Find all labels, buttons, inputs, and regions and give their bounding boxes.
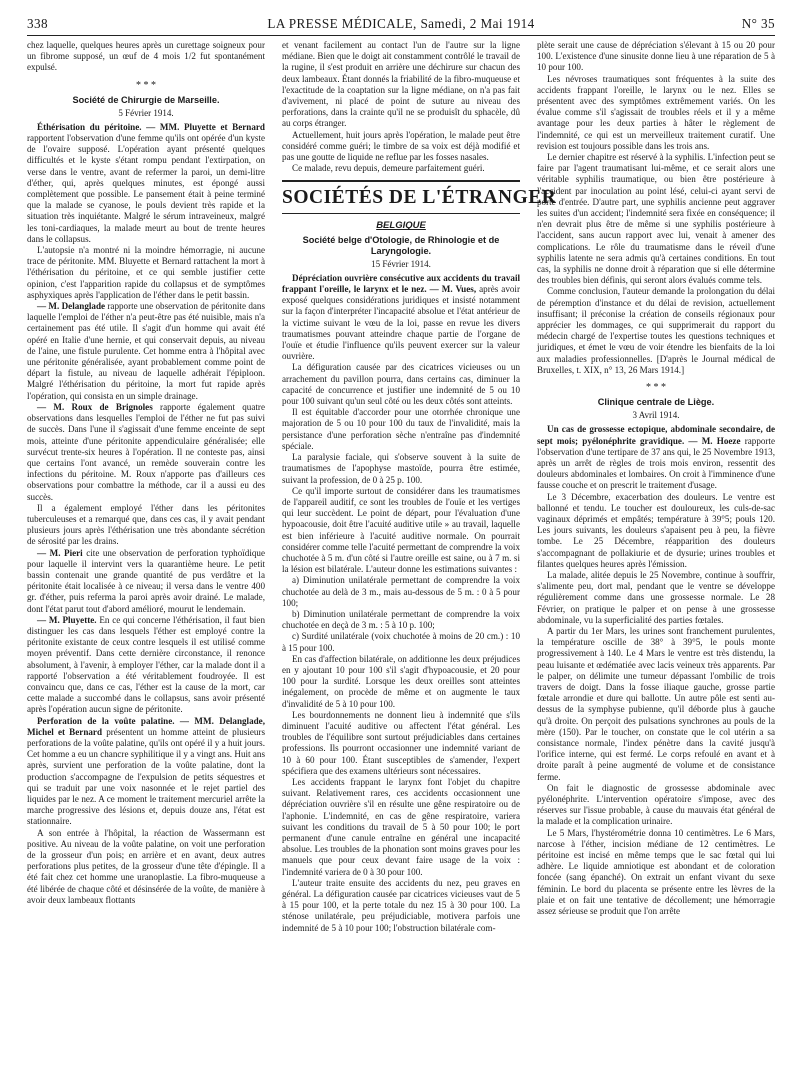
- society-heading: Société belge d'Otologie, de Rhinologie et de Laryngologie.: [302, 234, 500, 256]
- paragraph: Dépréciation ouvrière consécutive aux accidents du travail frappant l'oreille, le larynx et le nez. — M. Vues, après avoir exposé quelques considérations juridiques et insisté notamment sur la façon d'interpréter l'incapacité absolue et l'état antérieur de la victime suivant le vœu de la loi, passe en revue les divers traumatismes pouvant atteindre chaque partie de l'organe de l'ouïe et étudie l'influence qu'ils peuvent exercer sur la valeur ouvrière.: [282, 272, 520, 362]
- paragraph: Actuellement, huit jours après l'opération, le malade peut être considéré comme guéri; le timbre de sa voix est déjà modifié et pas une goutte de liquide ne reflue par les fosses nasales.: [282, 129, 520, 163]
- list-item: c) Surdité unilatérale (voix chuchotée à moins de 20 cm.) : 10 à 15 pour 100.: [282, 631, 520, 653]
- paragraph: Il est équitable d'accorder pour une otorrhée chronique une majoration de 5 ou 10 pour 100 du taux de l'invalidité, mais la persistance d'une perforation sèche n'entraîne pas d'indemnité spéciale.: [282, 407, 520, 451]
- column-3: [537, 40, 775, 1076]
- page-number: 338: [27, 16, 48, 31]
- paragraph: La défiguration causée par des cicatrices vicieuses ou un arrachement du pavillon pourra, dans certains cas, diminuer la capacité de concurrence et justifier une indemnité de 5 ou 10 pour 100 suivant qu'un seul côté ou les deux côtés sont atteints.: [282, 362, 520, 407]
- paragraph: La paralysie faciale, qui s'observe souvent à la suite de traumatismes de l'apophyse mastoïde, pourra être estimée, suivant la profession, de 0 à 25 p. 100.: [282, 452, 520, 485]
- paragraph: chez laquelle, quelques heures après un curettage soigneux pour un fibrome supposé, un œuf de 4 mois 1/2 fut spontanément expulsé.: [27, 40, 265, 73]
- paragraph: La malade, alitée depuis le 25 Novembre, continue à souffrir, s'alimente peu, dort mal, pendant que le ventre se développe régulièrement comme dans une grossesse normale. Le 28 Février, on pratique le palper et on pense à une grossesse abdominale, vu la superficialité des parties fœtales.: [537, 569, 775, 625]
- paragraph: L'autopsie n'a montré ni la moindre hémorragie, ni aucune trace de péritonite. MM. Bluyette et Bernard rattachent la mort à l'éthérisation du péritoine, et ce qui semble justifier cette opinion, c'est l'apparition rapide du collapsus et de symptômes asphyxiques après l'application de l'éther dans le petit bassin.: [27, 245, 265, 300]
- journal-title: LA PRESSE MÉDICALE, Samedi, 2 Mai 1914: [267, 16, 535, 31]
- paragraph: et venant facilement au contact l'un de l'autre sur la ligne médiane. Bien que le doigt ait constamment contrôlé le travail de la rugine, il s'est produit en arrière une déchirure sur chacun des deux lambeaux. Étant donnés la friabilité de la fibro-muqueuse et l'exactitude de la coaptation sur la ligne médiane, on n'a pas fait d'avivement, ni placé de point de suture au niveau des perforations, dans la crainte qu'il ne se produisît du sphacèle, dû au corps étranger.: [282, 40, 520, 129]
- paragraph: Éthérisation du péritoine. — MM. Pluyette et Bernard rapportent l'observation d'une femme qu'ils ont opérée d'un kyste de l'ovaire supposé. L'opération ayant présenté quelques difficultés et le kyste s'étant rompu pendant l'extirpation, on verse dans le ventre, avant de refermer la paroi, un demi-litre d'éther, qui, après quelques minutes, est épongé aussi complètement que possible. Le pansement était à peine terminé que la malade se cyanose, le pouls devient très rapide et la situation très inquiétante. Malgré le sérum intraveineux, malgré les toni-cardiaques, la malade meurt au bout de trente heures dans le collapsus.: [27, 121, 265, 244]
- paragraph: — M. Pieri cite une observation de perforation typhoïdique pour laquelle il intervint vers la quarantième heure. Le petit bassin contenait une grande quantité de pus verdâtre et la péritonite était localisée à ce niveau; il versa dans le ventre 400 gr. d'éther, puis referma la paroi après avoir drainé. Le malade, dont l'état parut tout d'abord amélioré, mourut le lendemain.: [27, 547, 265, 614]
- paragraph: Ce qu'il importe surtout de considérer dans les traumatismes de l'appareil auditif, ce sont les troubles de l'ouïe et les vertiges qui leur succèdent. Le point de départ, pour l'évaluation d'une hypoacousie, doit être l'acuité auditive utile » au travail, laquelle est bien inférieure à l'acuité auditive normale. On pourrait considérer comme telle l'acuité permettant de comprendre la voix chuchotée à 5 m. d'un côté si l'autre oreille est saine, ou à 7 m. si la lésion est bilatérale. L'auteur donne les estimations suivantes :: [282, 485, 520, 575]
- paragraph: Ce malade, revu depuis, demeure parfaitement guéri.: [292, 163, 485, 174]
- paragraph: Comme conclusion, l'auteur demande la prolongation du délai de péremption d'instance et du délai de revision, actuellement insuffisant; il préconise la création de conseils régionaux pour apprécier les dommages, ce qui supprimerait du rapport du médecin chargé de l'expertise toutes les questions techniques et juridiques, et émet le vœu de voir étendre les bienfaits de la loi aux maladies professionnelles. [D'après le Journal médical de Bruxelles, t. XIX, n° 13, 26 Mars 1914.]: [537, 286, 775, 375]
- paragraph: — M. Delanglade rapporte une observation de péritonite dans laquelle l'emploi de l'éther n'a peut-être pas été nuisible, mais n'a certainement pas été utile. Il s'agit d'un homme qui avait été opéré en Italie d'une hernie, et qui conservait depuis, au niveau de l'aine, une fistule purulente. Cet homme entra à l'hôpital avec une péritonite généralisée, ayant probablement comme point de départ la fistule, au niveau de laquelle adhérait l'épiploon. Malgré l'éthérisation du péritoine, la mort fut rapide après l'opération, qui consista en un simple drainage.: [27, 301, 265, 401]
- section-title: SOCIÉTÉS DE L'ÉTRANGER: [282, 180, 520, 214]
- column-1: [27, 40, 265, 1076]
- paragraph-lead: Dépréciation ouvrière consécutive aux accidents du travail frappant l'oreille, le larynx et le nez. — M. Vues,: [282, 272, 520, 295]
- society-heading: Clinique centrale de Liège.: [597, 397, 715, 408]
- paragraph: Les bourdonnements ne donnent lieu à indemnité que s'ils diminuent l'acuité auditive ou affectent l'état général. Les troubles de l'équilibre sont surtout préjudiciables dans certaines professions. Ils pourront occasionner une indemnité variant de 10 à 60 pour 100. Étant susceptibles de s'amender, l'expert spécifiera que des examens ultérieurs sont nécessaires.: [282, 709, 520, 776]
- session-date: 5 Février 1914.: [118, 107, 174, 118]
- paragraph: Perforation de la voûte palatine. — MM. Delanglade, Michel et Bernard présentent un homme atteint de plusieurs perforations de la voûte palatine, qu'ils ont opéré il y a huit jours. Cet homme a eu un chancre syphilitique il y a vingt ans. Huit ans après, survient une perforation de la voûte palatine, dont la production s'accompagne de l'expulsion de petits séquestres et qui se traduit par une voix nasonnée et le rejet partiel des liquides par le nez. A ce moment le traitement mercuriel arrête la marche progressive des lésions et, depuis douze ans, l'état est stationnaire.: [27, 715, 265, 827]
- paragraph-lead: Un cas de grossesse ectopique, abdominale secondaire, de sept mois; pyélonéphrite gravidique. — M. Hoeze: [537, 424, 775, 446]
- header-rule: [27, 35, 775, 36]
- paragraph: Les névroses traumatiques sont fréquentes à la suite des accidents frappant l'oreille, le larynx ou le nez. Elles se présentent avec des symptômes extrêmement variés. On les évalue comme s'il s'agissait de troubles réels et il y a même avantage pour les deux parties à hâter le règlement de l'indemnité, ce qui est un merveilleux traitement curatif. Une revision est toujours possible dans les trois ans.: [537, 73, 775, 151]
- paragraph: A partir du 1er Mars, les urines sont franchement purulentes, la température oscille de 38° à 39°5, le pouls monte progressivement à 140. Le 4 Mars le ventre est très distendu, la peau luisante et œdématiée avec lacis veineux très apparents. Par le palper, on délimite une tumeur dépassant l'ombilic de trois travers de doigt. Dans la fosse iliaque gauche, grosse partie fœtale arrondie et dure qui ballotte. Un autre pôle est senti au-dessus de la symphyse pubienne, qu'il déborde plus à gauche qu'à droite. On perçoit des pulsations synchrones au pouls de la mère (150). Par le toucher, on constate que le col utérin a sa consistance normale, l'index pénètre dans la cavité jusqu'à l'orifice interne, qui est fermé. Le corps refoulé en avant et à droite paraît à peine augmenté de volume et de consistance ferme.: [537, 625, 775, 782]
- page-header: [27, 12, 775, 32]
- paragraph: plète serait une cause de dépréciation s'élevant à 15 ou 20 pour 100. L'existence d'une sinusite donne lieu à une réparation de 5 à 10 pour 100.: [537, 40, 775, 73]
- paragraph-lead: Perforation de la voûte palatine. — MM. Delanglade, Michel et Bernard: [27, 715, 265, 737]
- column-2: [282, 40, 557, 1076]
- paragraph-lead: — M. Delanglade: [37, 301, 106, 312]
- paragraph-lead: Éthérisation du péritoine. — MM. Pluyette et Bernard: [37, 121, 265, 132]
- paragraph: A son entrée à l'hôpital, la réaction de Wassermann est positive. Au niveau de la voûte palatine, on voit une perforation de la grosseur d'un pois; en arrière et en avant, deux autres perforations plus petites, de la grosseur d'une tête d'épingle. Il a été fait chez cet homme une uranoplastie. La fibro-muqueuse a été libérée de chaque côté et désinsérée de la voûte, de manière à avoir deux lambeaux flottants: [27, 827, 265, 905]
- paragraph: Le 3 Décembre, exacerbation des douleurs. Le ventre est ballonné et tendu. Le toucher est douloureux, les culs-de-sac vaginaux déprimés et empâtés; température à 39°5; pouls 120. Les jours suivants, les douleurs s'apaisent peu à peu, la fièvre tombe. Le 25 Décembre, réapparition des douleurs s'accompagnant de pollakiurie et de dysurie; urines troubles et filantes quelques heures après l'émission.: [537, 491, 775, 569]
- paragraph-lead: — M. Pluyette.: [37, 614, 97, 625]
- session-date: 15 Février 1914.: [371, 258, 431, 269]
- paragraph: On fait le diagnostic de grossesse abdominale avec pyélonéphrite. L'intervention opératoire s'impose, avec des réserves sur l'issue probable, à cause du mauvais état général de la malade et la complication urinaire.: [537, 782, 775, 827]
- paragraph: En cas d'affection bilatérale, on additionne les deux préjudices en y ajoutant 10 pour 100 s'il s'agit d'hypoacousie, et 20 pour 100 pour la surdité. Lorsque les deux oreilles sont atteintes inégalement, on procède de même et on augmente le taux d'invalidité de 5 à 10 pour 100.: [282, 653, 520, 709]
- paragraph-lead: — M. Pieri: [37, 547, 83, 558]
- section-separator: * * *: [646, 382, 666, 394]
- paragraph: Il a également employé l'éther dans les péritonites tuberculeuses et a remarqué que, dans ces cas, il y avait pendant plusieurs jours après l'éthérisation une très abondante sécrétion de sérosité par les drains.: [27, 502, 265, 547]
- issue-number: N° 35: [741, 16, 775, 31]
- session-date: 3 Avril 1914.: [632, 410, 680, 421]
- paragraph: — M. Pluyette. En ce qui concerne l'éthérisation, il faut bien distinguer les cas dans lesquels l'éther est employé contre la péritonite existante de ceux contre lesquels il est utilisé comme moyen préventif. Dans cette dernière circonstance, il renonce absolument, à l'avenir, à employer l'éther, car la malade dont il a rapporté l'observation a été véritablement foudroyée. Il est convaincu que, dans ce cas, l'éther est la cause de la mort, car cette malade a succombé dans le collapsus, sans avoir présenté après l'opération aucun signe de péritonite.: [27, 614, 265, 715]
- paragraph: — M. Roux de Brignoles rapporte également quatre observations dans lesquelles l'emploi de l'éther ne fut pas suivi de succès. Dans l'une il s'agissait d'une femme enceinte de sept mois, atteinte d'une péritonite appendiculaire généralisée; elle survécut trente-six heures à l'opération. Il ne conteste pas, ainsi que certains l'ont avancé, un remède souverain contre les infections du péritoine. M. Roux n'apporte pas d'ailleurs ces observations pour combattre la méthode, car il a aussi eu des succès.: [27, 401, 265, 502]
- paragraph: Le 5 Mars, l'hystérométrie donna 10 centimètres. Le 6 Mars, narcose à l'éther, incision médiane de 12 centimètres. Le péritoine est incisé en même temps que le sac fœtal qui lui adhère. Le liquide amniotique est abondant et de coloration foncée (sang épanché). On extrait un enfant vivant du sexe féminin. Le bord du placenta se présente entre les lèvres de la plaie et on fait une tentative de décollement; une hémorragie assez sérieuse se produit que l'on arrête: [537, 827, 775, 917]
- country-heading: BELGIQUE: [376, 220, 426, 232]
- list-item: a) Diminution unilatérale permettant de comprendre la voix chuchotée au delà de 3 m., mais au-dessous de 5 m. : 0 à 5 pour 100;: [282, 575, 520, 608]
- paragraph: Les accidents frappant le larynx font l'objet du chapitre suivant. Relativement rares, ces accidents occasionnent une dépréciation ouvrière s'il en résulte une gêne respiratoire ou de l'aphonie. L'indemnité, en cas de gêne respiratoire, variera suivant les conditions du travail de 5 à 50 pour 100; le port permanent d'une canule entraîne en général une incapacité absolue. Les troubles de la phonation sont moins graves pour les manuels que pour ceux devant faire usage de la voix : l'indemnité variera de 0 à 30 pour 100.: [282, 776, 520, 877]
- paragraph: Un cas de grossesse ectopique, abdominale secondaire, de sept mois; pyélonéphrite gravidique. — M. Hoeze rapporte l'observation d'une tertipare de 37 ans qui, le 25 Novembre 1913, après un arrêt de règles de trois mois environ, ressentit des douleurs abdominales et lombaires. On croit à l'imminence d'une fausse couche et on prescrit le traitement d'usage.: [537, 424, 775, 491]
- paragraph: Le dernier chapitre est réservé à la syphilis. L'infection peut se faire par l'agent traumatisant lui-même, et ce serait alors une véritable syphilis traumatique, ou bien être postérieure à l'accident par inoculation au point lésé, celui-ci ayant servi de porte d'entrée. D'autre part, une syphilis ancienne peut aggraver les suites d'un accident; l'indemnité sera fixée en conséquence; il n'en devrait plus être de même si une syphilis postérieure à l'accident, sans aucun rapport avec lui, venait à amener des complications. Le rôle du traumatisme dans le réveil d'une syphilis latente ne sera admis qu'à certaines conditions. En tout cas, la syphilis ne donne droit à réparation que si elle détermine des troubles bien définis, qui seront alors évalués comme tels.: [537, 152, 775, 286]
- paragraph: L'auteur traite ensuite des accidents du nez, peu graves en général. La défiguration causée par cicatrices vicieuses vaut de 5 à 15 pour 100, et la perte totale du nez 15 à 30 pour 100. La sténose unilatérale, peu préjudiciable, motivera parfois une indemnité de 5 à 10 pour 100; l'obstruction bilatérale com-: [282, 877, 520, 933]
- list-item: b) Diminution unilatérale permettant de comprendre la voix chuchotée en deçà de 3 m. : 5 à 10 p. 100;: [282, 608, 520, 631]
- section-separator: * * *: [136, 79, 156, 91]
- society-heading: Société de Chirurgie de Marseille.: [72, 94, 220, 105]
- paragraph-lead: — M. Roux de Brignoles: [37, 401, 153, 412]
